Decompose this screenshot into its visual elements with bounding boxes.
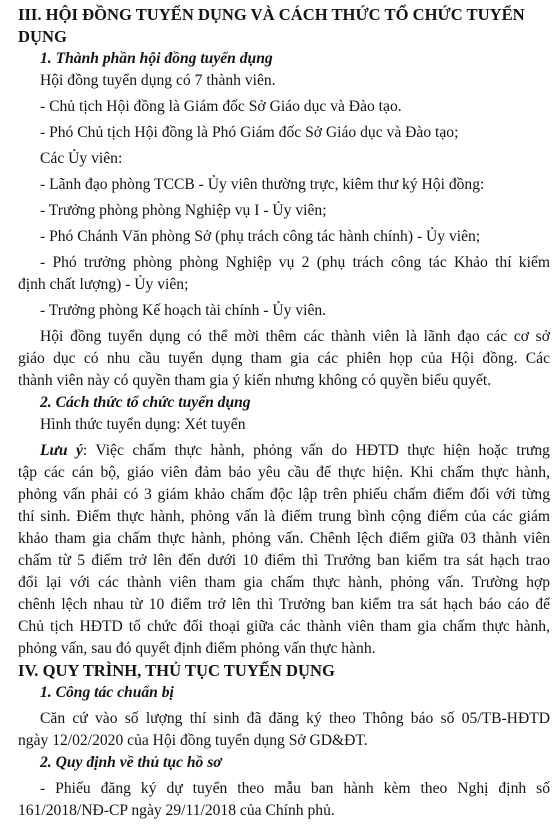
note-label: Lưu ý — [40, 442, 83, 459]
paragraph: Các Ủy viên: — [40, 150, 123, 167]
paragraph-line: tập các cán bộ, giáo viên đảm bảo yêu cầu để thực hiện. Khi chấm thực hành, — [18, 464, 550, 481]
paragraph-line: phỏng vấn phải có 3 giám khảo chấm độc lập trên phiếu chấm điểm đối với từng — [18, 486, 550, 503]
paragraph: Hội đồng tuyển dụng có thể mời thêm các thành viên là lãnh đạo các cơ sở — [40, 328, 550, 345]
paragraph-line: thành viên này có quyền tham gia ý kiến nhưng không có quyền biểu quyết. — [18, 372, 492, 389]
paragraph-line: phỏng vấn, sau đó quyết định điểm phỏng vấn thực hành. — [18, 640, 376, 657]
list-item-continued: 161/2018/NĐ-CP ngày 29/11/2018 của Chính phủ. — [18, 802, 335, 819]
subheading-recruitment-method: 2. Cách thức tổ chức tuyển dụng — [40, 394, 251, 411]
paragraph-line: khảo tham gia chấm thực hành, phỏng vấn. Chênh lệch điểm giữa 03 thành viên — [18, 530, 550, 547]
subheading-preparation: 1. Công tác chuẩn bị — [40, 684, 174, 701]
subheading-dossier-procedures: 2. Quy định về thủ tục hồ sơ — [40, 754, 222, 771]
paragraph-line: Chủ tịch HĐTD tổ chức đối thoại giữa các thành viên tham gia chấm thực hành, — [18, 618, 550, 635]
list-item: - Trưởng phòng phòng Nghiệp vụ I - Ủy viên; — [40, 202, 327, 219]
list-item: - Lãnh đạo phòng TCCB - Ủy viên thường trực, kiêm thư ký Hội đồng: — [40, 176, 485, 193]
paragraph-line: đổi lại với các thành viên tham gia chấm thực hành, phỏng vấn. Trường hợp — [18, 574, 550, 591]
paragraph-line: ngày 12/02/2020 của Hội đồng tuyển dụng Sở GD&ĐT. — [18, 732, 368, 749]
note-paragraph: Lưu ý: Việc chấm thực hành, phỏng vấn do HĐTD thực hiện hoặc trưng — [40, 442, 550, 459]
subheading-council-composition: 1. Thành phần hội đồng tuyển dụng — [40, 50, 273, 67]
paragraph: Căn cứ vào số lượng thí sinh đã đăng ký theo Thông báo số 05/TB-HĐTD — [40, 710, 550, 727]
list-item: - Chủ tịch Hội đồng là Giám đốc Sở Giáo dục và Đào tạo. — [40, 98, 402, 115]
paragraph-line: giáo dục có nhu cầu tuyển dụng tham gia các phiên họp của Hội đồng. Các — [18, 350, 550, 367]
list-item: - Phó trưởng phòng phòng Nghiệp vụ 2 (phụ trách công tác Khảo thí kiểm — [40, 254, 550, 271]
section-4-title: IV. QUY TRÌNH, THỦ TỤC TUYỂN DỤNG — [18, 661, 335, 680]
paragraph-line: chênh lệch nhau từ 10 điểm trở lên thì Trưởng ban kiểm tra sát hạch báo cáo để — [18, 596, 550, 613]
paragraph-line: chấm từ 5 điểm trở lên đến dưới 10 điểm thì Trưởng ban kiểm tra sát hạch trao — [18, 552, 550, 569]
list-item-continued: định chất lượng) - Ủy viên; — [18, 276, 189, 293]
paragraph: Hội đồng tuyển dụng có 7 thành viên. — [40, 72, 276, 89]
section-3-title-line-1: III. HỘI ĐỒNG TUYỂN DỤNG VÀ CÁCH THỨC TỔ CHỨC TUYỂN — [18, 5, 525, 24]
list-item: - Phó Chánh Văn phòng Sở (phụ trách công tác hành chính) - Ủy viên; — [40, 228, 481, 245]
paragraph-line: thí sinh. Điểm thực hành, phỏng vấn là điểm trung bình cộng điểm của các giám — [18, 508, 550, 525]
section-3-title-line-2: DỤNG — [18, 27, 67, 46]
list-item: - Phó Chủ tịch Hội đồng là Phó Giám đốc Sở Giáo dục và Đào tạo; — [40, 124, 459, 141]
list-item: - Trưởng phòng Kế hoạch tài chính - Ủy viên. — [40, 302, 327, 319]
list-item: - Phiếu đăng ký dự tuyển theo mẫu ban hành kèm theo Nghị định số — [40, 780, 550, 797]
paragraph: Hình thức tuyển dụng: Xét tuyển — [40, 416, 246, 433]
